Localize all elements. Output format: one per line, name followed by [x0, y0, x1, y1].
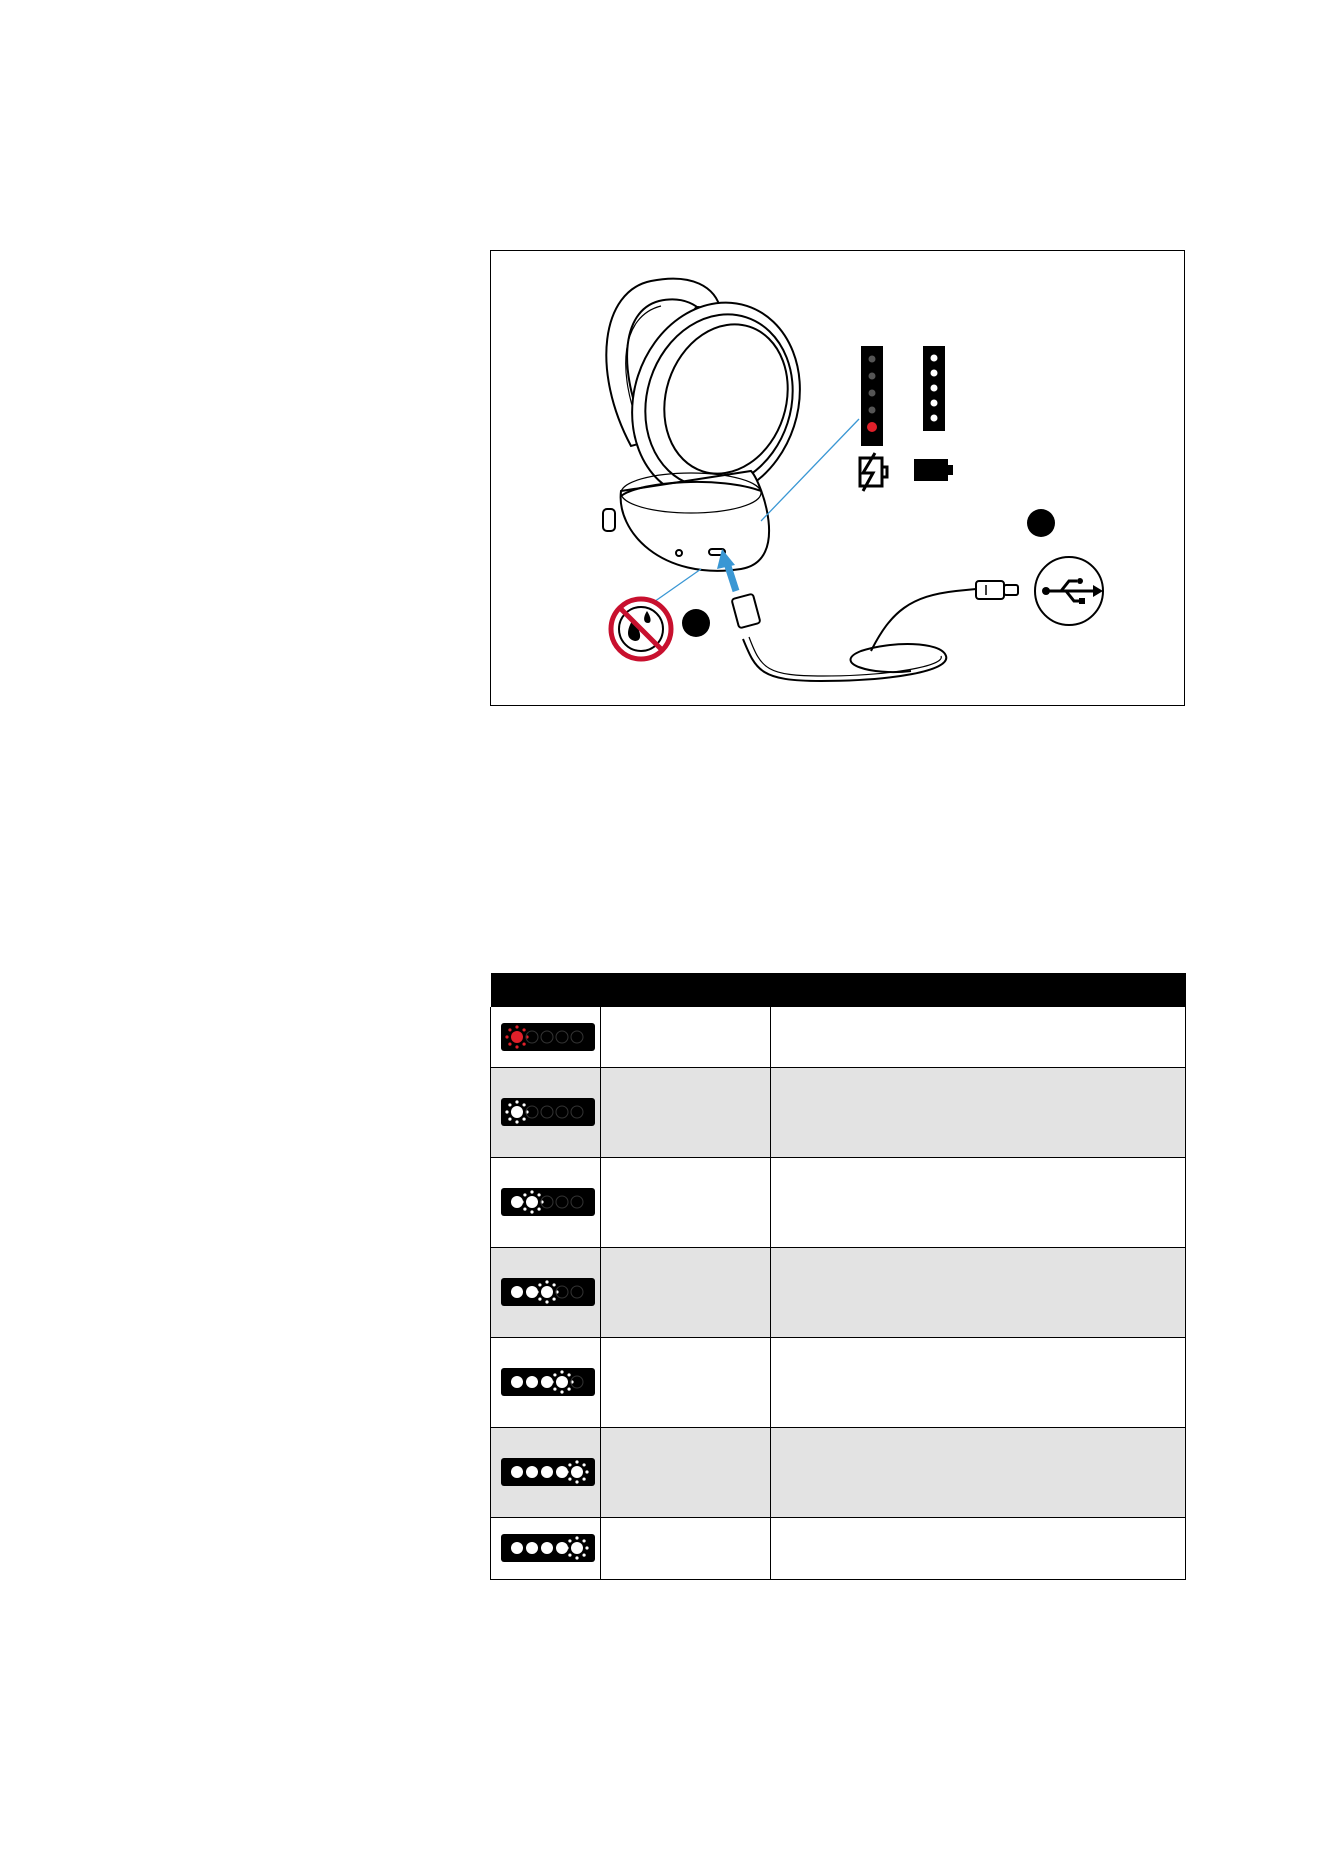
table-header-row: [491, 973, 1186, 1007]
table-row: [491, 1337, 1186, 1427]
led-state-text: [601, 1157, 771, 1247]
led-meaning-text: [771, 1157, 1186, 1247]
table-header-meaning: [771, 973, 1186, 1007]
led-icon-cell: [491, 1337, 601, 1427]
table-row: [491, 1517, 1186, 1579]
table-row: [491, 1247, 1186, 1337]
led-dot: [869, 373, 876, 380]
led-meaning-text: [771, 1337, 1186, 1427]
table-header-led: [491, 973, 771, 1007]
battery-full-icon: [914, 459, 953, 481]
led-meaning-text: [771, 1007, 1186, 1067]
led-3-blinking-white-icon: [501, 1277, 595, 1307]
led-icon-cell: [491, 1067, 601, 1157]
led-5-pulsing-white-icon: [501, 1533, 595, 1563]
table-row: [491, 1157, 1186, 1247]
led-indicator-full: [923, 346, 945, 431]
led-4-blinking-white-icon: [501, 1367, 595, 1397]
led-icon-cell: [491, 1427, 601, 1517]
charging-icon: [860, 453, 887, 491]
led-5-blinking-white-icon: [501, 1457, 595, 1487]
led-icon-cell: [491, 1517, 601, 1579]
led-indicator-charging: [861, 346, 883, 446]
led-status-table: [490, 973, 1186, 1580]
led-state-text: [601, 1427, 771, 1517]
led-icon-cell: [491, 1157, 601, 1247]
led-meaning-text: [771, 1517, 1186, 1579]
led-dot: [869, 356, 876, 363]
led-icon-cell: [491, 1007, 601, 1067]
step-marker-2: [1027, 509, 1055, 537]
table-row: [491, 1007, 1186, 1067]
led-2-blinking-white-icon: [501, 1187, 595, 1217]
led-dot: [869, 390, 876, 397]
led-dot: [931, 355, 938, 362]
step-marker-1: [682, 609, 710, 637]
led-state-text: [601, 1247, 771, 1337]
led-state-text: [601, 1007, 771, 1067]
led-1-blinking-white-icon: [501, 1097, 595, 1127]
no-water-icon: [611, 599, 671, 659]
charging-illustration-svg: [491, 251, 1186, 707]
led-meaning-text: [771, 1247, 1186, 1337]
charging-illustration: [490, 250, 1185, 706]
led-dot: [931, 400, 938, 407]
led-meaning-text: [771, 1067, 1186, 1157]
led-dot: [867, 422, 877, 432]
led-state-text: [601, 1517, 771, 1579]
led-dot: [931, 385, 938, 392]
led-state-text: [601, 1337, 771, 1427]
led-dot: [931, 370, 938, 377]
led-1-blinking-red-icon: [501, 1022, 595, 1052]
table-row: [491, 1427, 1186, 1517]
led-icon-cell: [491, 1247, 601, 1337]
led-state-text: [601, 1067, 771, 1157]
usb-icon: [1035, 557, 1103, 625]
led-dot: [869, 407, 876, 414]
headphones-icon: [603, 279, 825, 571]
table-row: [491, 1067, 1186, 1157]
led-meaning-text: [771, 1427, 1186, 1517]
usb-c-cable-icon: [731, 581, 1018, 681]
led-dot: [931, 415, 938, 422]
